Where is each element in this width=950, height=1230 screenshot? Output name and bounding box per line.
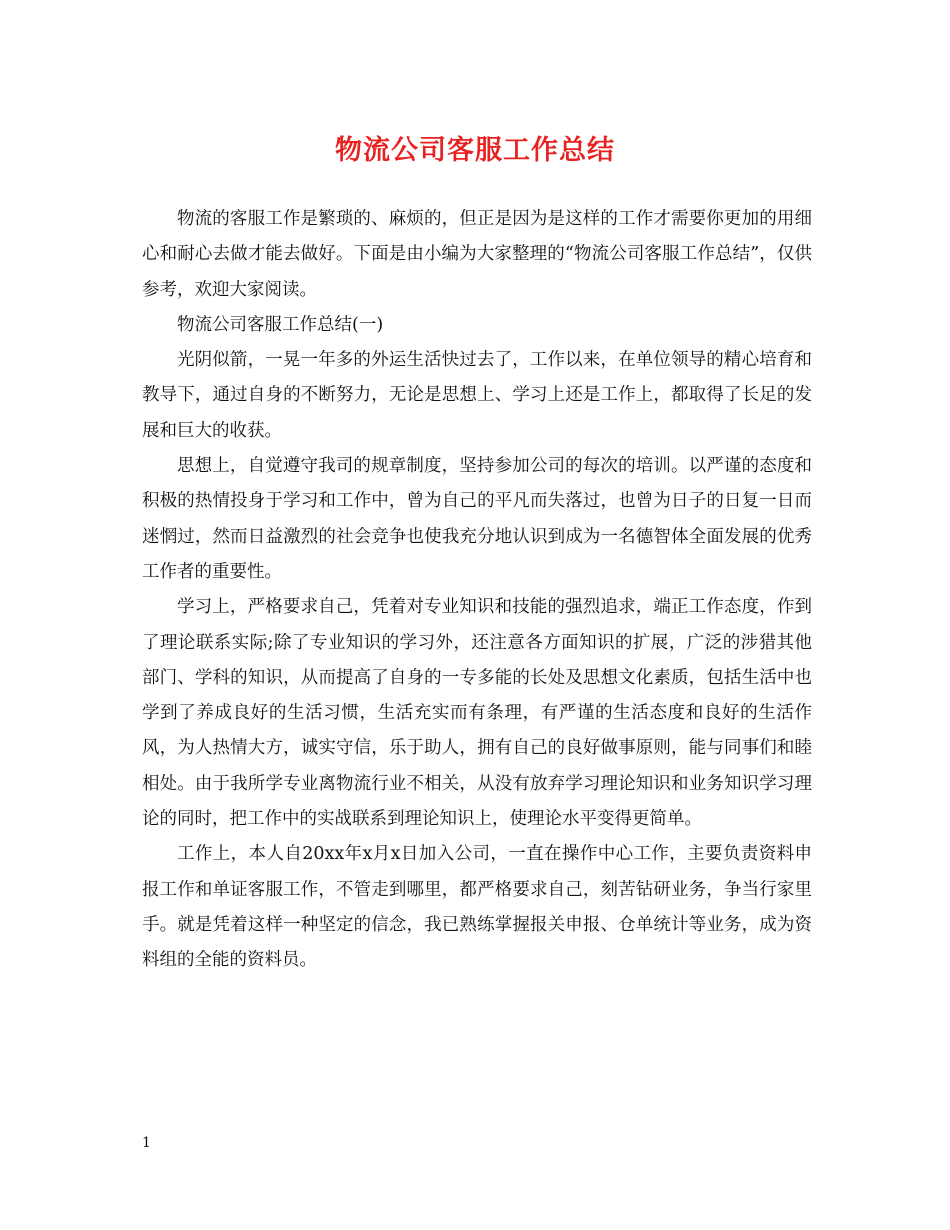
body-paragraph: 工作上，本人自20xx年x月x日加入公司，一直在操作中心工作，主要负责资料申报工作和单证客服工作，不管走到哪里，都严格要求自己，刻苦钻研业务，争当行家里手。就是凭着这样一种坚定的信念，我已熟练掌握报关申报、仓单统计等业务，成为资料组的全能的资料员。 — [142, 844, 812, 971]
page-number: 1 — [142, 1135, 151, 1151]
document-body — [142, 202, 812, 979]
document-title: 物流公司客服工作总结 — [335, 135, 615, 166]
body-paragraph: 学习上，严格要求自己，凭着对专业知识和技能的强烈追求，端正工作态度，作到了理论联系实际;除了专业知识的学习外，还注意各方面知识的扩展，广泛的涉猎其他部门、学科的知识，从而提高了自身的一专多能的长处及思想文化素质，包括生活中也学到了养成良好的生活习惯，生活充实而有条理，有严谨的生活态度和良好的生活作风，为人热情大方，诚实守信，乐于助人，拥有自己的良好做事原则，能与同事们和睦相处。由于我所学专业离物流行业不相关，从没有放弃学习理论知识和业务知识学习理论的同时，把工作中的实战联系到理论知识上，使理论水平变得更简单。 — [142, 597, 812, 830]
body-paragraph: 思想上，自觉遵守我司的规章制度，坚持参加公司的每次的培训。以严谨的态度和积极的热情投身于学习和工作中，曾为自己的平凡而失落过，也曾为日子的日复一日而迷惘过，然而日益激烈的社会竞争也使我充分地认识到成为一名德智体全面发展的优秀工作者的重要性。 — [142, 456, 812, 582]
intro-paragraph: 物流的客服工作是繁琐的、麻烦的，但正是因为是这样的工作才需要你更加的用细心和耐心去做才能去做好。下面是由小编为大家整理的“物流公司客服工作总结”，仅供参考，欢迎大家阅读。 — [142, 209, 812, 300]
body-paragraph: 光阴似箭，一晃一年多的外运生活快过去了，工作以来，在单位领导的精心培育和教导下，通过自身的不断努力，无论是思想上、学习上还是工作上，都取得了长足的发展和巨大的收获。 — [142, 350, 812, 441]
section-heading: 物流公司客服工作总结(一) — [177, 314, 384, 335]
